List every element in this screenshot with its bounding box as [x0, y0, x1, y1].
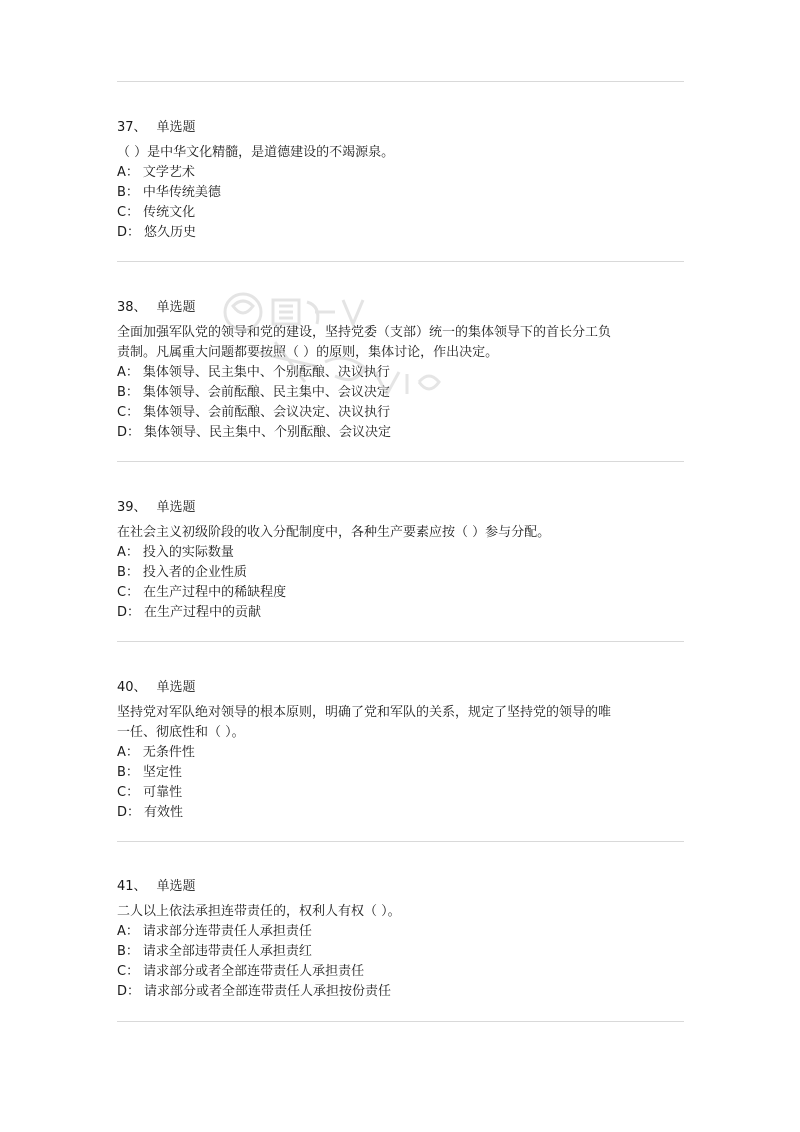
question-header [117, 298, 687, 318]
divider [117, 841, 684, 842]
option-text: 悠久历史 [144, 225, 197, 240]
option-text: 请求全部违带责任人承担责红 [142, 944, 312, 959]
option-c [117, 203, 687, 223]
question-header [117, 678, 687, 698]
stem-line: 责制。凡属重大问题都要按照（ ）的原则，集体讨论，作出决定。 [117, 345, 499, 360]
option-text: 投入的实际数量 [142, 545, 234, 560]
option-c [117, 403, 687, 423]
divider [117, 1021, 684, 1022]
question-type: 单选题 [156, 120, 196, 135]
option-text: 有效性 [144, 805, 184, 820]
option-b [117, 383, 687, 403]
question-stem [117, 902, 687, 922]
option-letter: A： [117, 545, 139, 560]
option-letter: A： [117, 365, 139, 380]
divider [117, 461, 684, 462]
option-d [117, 982, 687, 1002]
question-type: 单选题 [156, 879, 196, 894]
question-38 [117, 298, 687, 443]
question-stem [117, 323, 687, 363]
option-text: 可靠性 [143, 785, 183, 800]
question-37 [117, 118, 687, 243]
question-number: 40、 [117, 680, 147, 695]
option-a [117, 543, 687, 563]
question-stem [117, 703, 687, 743]
option-text: 文学艺术 [142, 165, 195, 180]
question-number: 37、 [117, 120, 147, 135]
option-letter: D： [117, 984, 141, 999]
option-letter: B： [117, 944, 139, 959]
option-text: 集体领导、会前酝酿、民主集中、会议决定 [142, 385, 390, 400]
option-text: 集体领导、会前酝酿、会议决定、决议执行 [143, 405, 391, 420]
question-39 [117, 498, 687, 623]
stem-line: 坚持党对军队绝对领导的根本原则，明确了党和军队的关系，规定了坚持党的领导的唯 [117, 705, 612, 720]
option-letter: D： [117, 605, 141, 620]
option-letter: D： [117, 805, 141, 820]
option-text: 中华传统美德 [142, 185, 221, 200]
option-b [117, 563, 687, 583]
stem-line: 二人以上依法承担连带责任的，权利人有权（ ）。 [117, 904, 401, 919]
divider [117, 641, 684, 642]
stem-line: 一任、彻底性和（ ）。 [117, 725, 245, 740]
option-letter: B： [117, 185, 139, 200]
option-text: 集体领导、民主集中、个别酝酿、决议执行 [142, 365, 390, 380]
question-type: 单选题 [156, 680, 196, 695]
option-text: 在生产过程中的稀缺程度 [143, 585, 287, 600]
question-stem [117, 143, 687, 163]
option-text: 坚定性 [142, 765, 182, 780]
option-c [117, 962, 687, 982]
option-d [117, 423, 687, 443]
option-d [117, 803, 687, 823]
question-header [117, 118, 687, 138]
option-c [117, 583, 687, 603]
option-text: 集体领导、民主集中、个别酝酿、会议决定 [144, 425, 392, 440]
option-text: 在生产过程中的贡献 [144, 605, 262, 620]
option-letter: B： [117, 565, 139, 580]
option-text: 投入者的企业性质 [142, 565, 247, 580]
divider [117, 261, 684, 262]
option-text: 请求部分连带责任人承担责任 [142, 924, 312, 939]
stem-line: （ ）是中华文化精髓，是道德建设的不竭源泉。 [117, 145, 395, 160]
option-a [117, 163, 687, 183]
question-type: 单选题 [156, 300, 196, 315]
question-number: 41、 [117, 879, 147, 894]
stem-line: 在社会主义初级阶段的收入分配制度中，各种生产要素应按（ ）参与分配。 [117, 525, 551, 540]
question-header [117, 498, 687, 518]
option-letter: B： [117, 385, 139, 400]
option-text: 请求部分或者全部连带责任人承担责任 [143, 964, 365, 979]
question-stem [117, 523, 687, 543]
option-a [117, 363, 687, 383]
question-number: 39、 [117, 500, 147, 515]
option-d [117, 603, 687, 623]
option-letter: D： [117, 425, 141, 440]
option-letter: C： [117, 964, 140, 979]
option-c [117, 783, 687, 803]
option-text: 请求部分或者全部连带责任人承担按份责任 [144, 984, 392, 999]
option-letter: C： [117, 585, 140, 600]
question-header [117, 877, 687, 897]
question-type: 单选题 [156, 500, 196, 515]
option-text: 传统文化 [143, 205, 196, 220]
option-letter: B： [117, 765, 139, 780]
question-40 [117, 678, 687, 823]
option-b [117, 942, 687, 962]
option-letter: C： [117, 405, 140, 420]
option-a [117, 922, 687, 942]
option-b [117, 183, 687, 203]
option-letter: A： [117, 745, 139, 760]
question-41 [117, 877, 687, 1002]
question-number: 38、 [117, 300, 147, 315]
option-letter: A： [117, 924, 139, 939]
stem-line: 全面加强军队党的领导和党的建设，坚持党委（支部）统一的集体领导下的首长分工负 [117, 325, 612, 340]
option-b [117, 763, 687, 783]
option-d [117, 223, 687, 243]
option-letter: D： [117, 225, 141, 240]
option-text: 无条件性 [142, 745, 195, 760]
option-a [117, 743, 687, 763]
option-letter: C： [117, 205, 140, 220]
option-letter: A： [117, 165, 139, 180]
option-letter: C： [117, 785, 140, 800]
divider [117, 81, 684, 82]
